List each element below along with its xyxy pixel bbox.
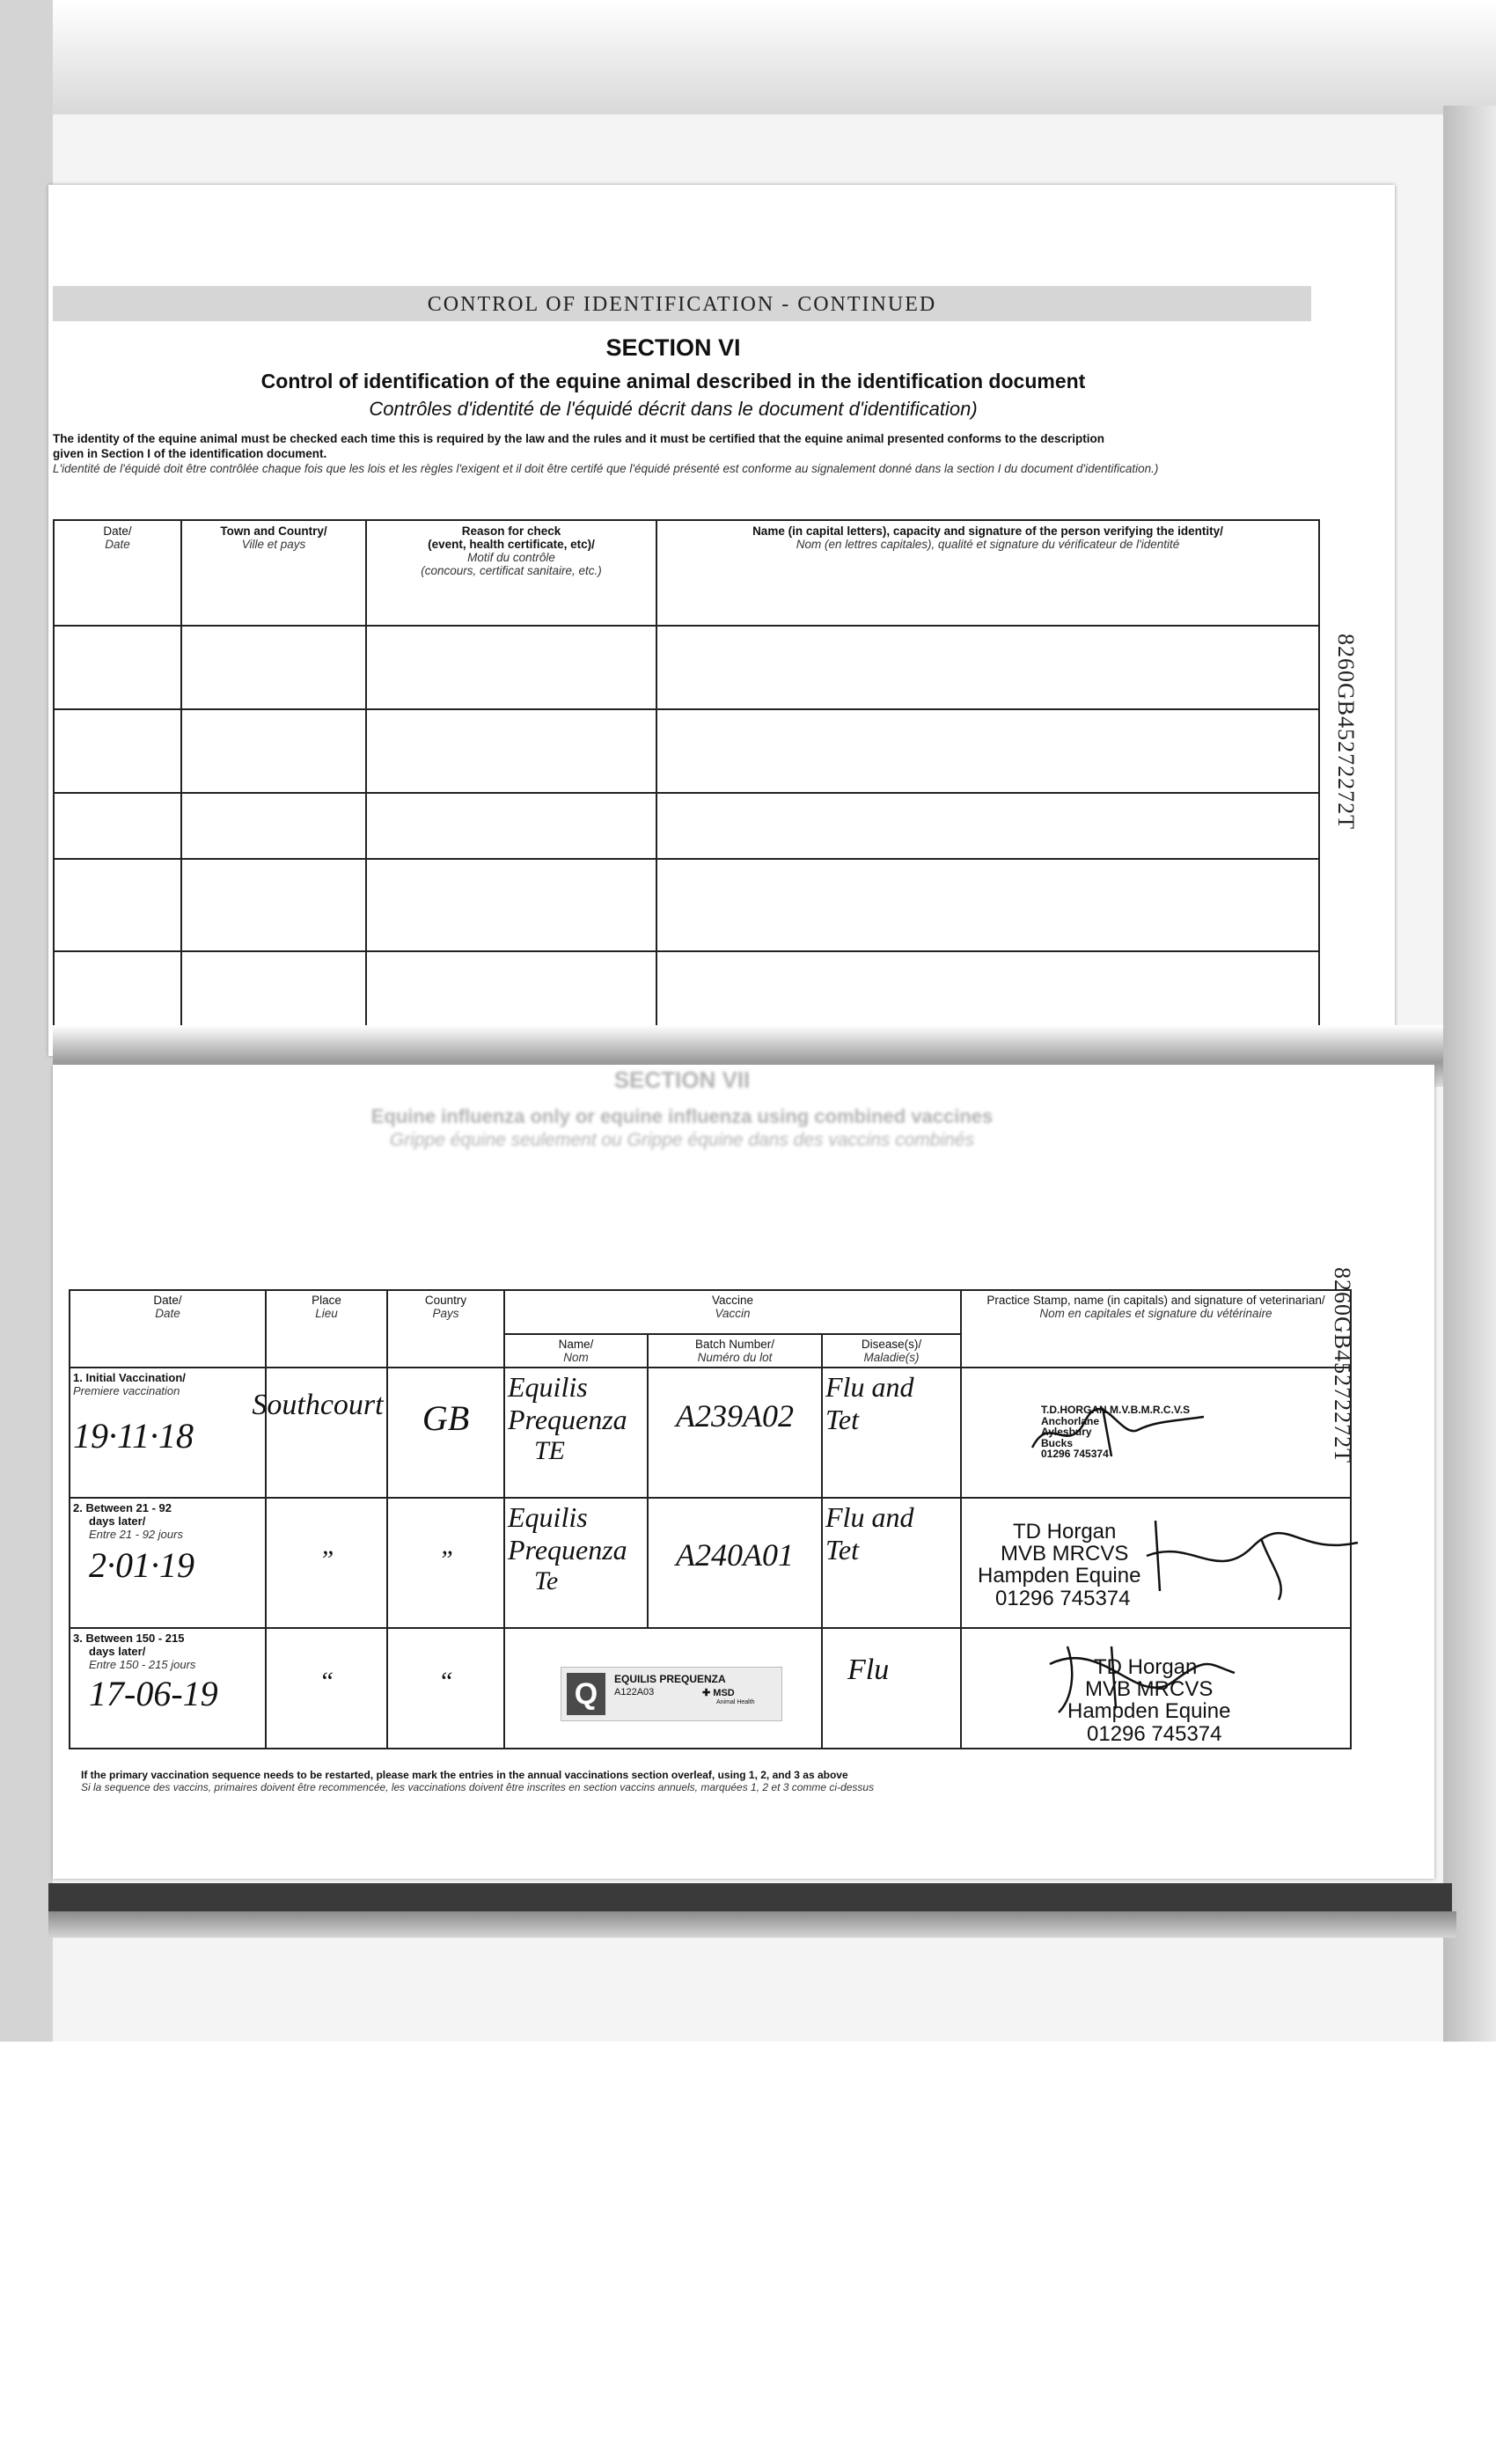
row1-stamp-3: Aylesbury: [1041, 1426, 1092, 1439]
vac-col-vaccine-fr: Vaccin: [715, 1307, 751, 1320]
vac-col-name-en: Name/: [558, 1338, 594, 1351]
row1-batch-cell: [648, 1368, 822, 1498]
row1-date-cell: [70, 1368, 266, 1498]
row1-stamp-4: Bucks: [1041, 1436, 1074, 1449]
row2-label-en2: days later/: [89, 1514, 146, 1528]
row3-place: “: [319, 1667, 334, 1696]
row3-sticker-cell: [504, 1628, 822, 1749]
scan-bottom-bar: [48, 1883, 1452, 1911]
vac-col-batch-en: Batch Number/: [694, 1338, 775, 1351]
vac-col-place-en: Place: [312, 1294, 341, 1307]
row2-vaccine-cell: [504, 1498, 648, 1628]
col-reason-en1: Reason for check: [461, 524, 561, 538]
row1-date: 19·11·18: [73, 1416, 194, 1456]
footnote: [81, 1769, 1093, 1793]
row2-label-fr: Entre 21 - 92 jours: [89, 1528, 183, 1541]
row2-country: ”: [438, 1545, 453, 1574]
row2-stamp-1: TD Horgan: [1013, 1520, 1117, 1544]
row2-disease-cell: [822, 1498, 961, 1628]
row2-country-cell: [387, 1498, 504, 1628]
row2-stamp-phone: 01296 745374: [995, 1586, 1131, 1610]
vac-col-stamp: [961, 1290, 1351, 1368]
side-code-lower: 8260GB45272272T: [1330, 1267, 1355, 1463]
row2-vaccine-1: Equilis: [508, 1501, 588, 1533]
subtitle-english: Control of identification of the equine animal described in the identification document: [260, 370, 1086, 392]
col-name-fr: Nom (en lettres capitales), qualité et signature du vérificateur de l'identité: [796, 538, 1180, 551]
row1-batch: A239A02: [676, 1398, 794, 1434]
row1-stamp-2: Anchorlane: [1041, 1414, 1100, 1427]
row3-disease-1: Flu: [847, 1654, 890, 1686]
vac-col-country-fr: Pays: [432, 1307, 459, 1320]
subtitle-french: Contrôles d'identité de l'équidé décrit dans le document d'identification): [369, 398, 978, 420]
row1-place-cell: [252, 1368, 387, 1498]
row1-country: GB: [422, 1398, 470, 1438]
row2-date-cell: [70, 1498, 266, 1628]
intro-text: [53, 431, 1302, 476]
row3-stamp-1: TD Horgan: [1094, 1655, 1198, 1679]
row2-date: 2·01·19: [89, 1545, 194, 1585]
vac-col-disease-en: Disease(s)/: [861, 1338, 922, 1351]
side-code-upper: 8260GB45272272T: [1333, 634, 1359, 830]
identification-check-table: [53, 519, 1320, 1036]
row3-label-en: 3. Between 150 - 215: [73, 1632, 185, 1645]
row3-date: 17-06-19: [89, 1674, 218, 1713]
vaccination-row-2: [70, 1498, 1351, 1628]
continued-title: CONTROL OF IDENTIFICATION - CONTINUED: [427, 293, 937, 316]
faded-title-en: Equine influenza only or equine influenza using combined vaccines: [370, 1105, 994, 1127]
vac-col-date-en: Date/: [153, 1294, 182, 1307]
vac-col-batch-fr: Numéro du lot: [697, 1351, 773, 1364]
col-town-en: Town and Country/: [220, 524, 327, 538]
table-row: [54, 793, 1319, 859]
row2-batch-cell: [648, 1498, 822, 1628]
footnote-en: If the primary vaccination sequence needs to be restarted, please mark the entries in the annual vaccinations section overleaf, using 1, 2, and 3 as above: [81, 1769, 848, 1781]
footnote-fr: Si la sequence des vaccins, primaires doivent être recommencée, les vaccinations doivent être inscrites en section vaccins annuels, marquées 1, 2 et 3 comme ci-dessus: [81, 1781, 875, 1793]
sticker-logo: Q: [567, 1673, 605, 1715]
vac-col-stamp-en: Practice Stamp, name (in capitals) and signature of veterinarian/: [986, 1294, 1325, 1307]
row3-stamp-cell: [961, 1628, 1351, 1749]
row3-stamp-3: Hampden Equine: [1067, 1699, 1231, 1724]
sticker-brand-label: MSD: [713, 1688, 735, 1698]
table-row: [54, 709, 1319, 793]
faded-title-fr: Grippe équine seulement ou Grippe équine dans des vaccins combinés: [389, 1130, 975, 1150]
vaccination-row-1: [70, 1368, 1351, 1498]
scan-right-edge: [1443, 106, 1496, 2042]
col-reason-en2: (event, health certificate, etc)/: [428, 538, 595, 551]
row3-country-cell: [387, 1628, 504, 1749]
sticker-batch: A122A03: [614, 1687, 655, 1698]
row1-signature: [1015, 1404, 1208, 1465]
row3-stamp-phone: 01296 745374: [1087, 1721, 1222, 1746]
row1-stamp-cell: [961, 1368, 1351, 1498]
row2-place-cell: [266, 1498, 387, 1628]
row2-place: ”: [319, 1545, 334, 1574]
col-date-fr: Date: [105, 538, 130, 551]
table-row: [54, 859, 1319, 951]
vac-col-date-fr: Date: [155, 1307, 180, 1320]
vac-col-name-fr: Nom: [563, 1351, 589, 1364]
row1-vaccine-cell: [504, 1368, 648, 1498]
sticker-brand: [702, 1687, 735, 1698]
row2-disease-2: Tet: [825, 1534, 859, 1566]
col-header-date: [54, 520, 181, 626]
section-title: SECTION VI: [605, 334, 741, 361]
vac-col-name: [504, 1334, 648, 1368]
row1-vaccine-3: TE: [534, 1436, 566, 1465]
col-reason-fr1: Motif du contrôle: [467, 551, 555, 564]
row1-disease-cell: [822, 1368, 961, 1498]
sticker-brand-sub: Animal Health: [716, 1699, 755, 1705]
vac-col-vaccine-en: Vaccine: [711, 1294, 754, 1307]
vac-col-vaccine: [504, 1290, 961, 1334]
row1-disease-1: Flu and: [825, 1371, 914, 1403]
row1-place: Southcourt: [252, 1389, 384, 1421]
col-header-reason: [366, 520, 656, 626]
vac-col-stamp-fr: Nom en capitales et signature du vétérinaire: [1039, 1307, 1272, 1320]
scan-top-edge: [0, 0, 1496, 114]
row2-vaccine-2: Prequenza: [508, 1534, 627, 1566]
row2-stamp-3: Hampden Equine: [978, 1564, 1141, 1588]
row3-disease-cell: [822, 1628, 961, 1749]
row1-label-en: 1. Initial Vaccination/: [73, 1371, 186, 1384]
row1-vaccine-2: Prequenza: [508, 1404, 627, 1435]
row3-signature: [1032, 1629, 1243, 1726]
vac-col-country: [387, 1290, 504, 1368]
row3-place-cell: [266, 1628, 387, 1749]
row2-label-en: 2. Between 21 - 92: [73, 1501, 172, 1514]
row3-stamp-2: MVB MRCVS: [1085, 1677, 1214, 1702]
sticker-product: EQUILIS PREQUENZA: [614, 1673, 726, 1685]
row3-label-en2: days later/: [89, 1645, 146, 1658]
col-name-en: Name (in capital letters), capacity and signature of the person verifying the identity/: [752, 524, 1223, 538]
vaccine-sticker: [561, 1667, 782, 1721]
row1-stamp-phone: 01296 745374: [1041, 1448, 1109, 1461]
row1-label-fr: Premiere vaccination: [73, 1384, 180, 1397]
intro-english-2: given in Section I of the identification document.: [53, 447, 327, 460]
row1-country-cell: [387, 1368, 504, 1498]
row2-disease-1: Flu and: [825, 1501, 914, 1533]
row3-label-fr: Entre 150 - 215 jours: [89, 1658, 196, 1671]
intro-english-1: The identity of the equine animal must be checked each time this is required by the law and the rules and it must be certified that the equine animal presented conforms to the description: [53, 432, 1104, 445]
row2-signature: [1138, 1503, 1367, 1609]
faded-section-title: SECTION VII: [613, 1067, 751, 1093]
vaccination-table: [69, 1289, 1352, 1749]
table-row: [54, 951, 1319, 1035]
col-date-en: Date/: [103, 524, 132, 538]
vac-col-place: [266, 1290, 387, 1368]
scan-bottom-shadow: [48, 1911, 1456, 1938]
row1-vaccine-1: Equilis: [508, 1371, 588, 1403]
table-row: [54, 626, 1319, 709]
row1-stamp-1: T.D.HORGAN M.V.B.M.R.C.V.S: [1041, 1404, 1191, 1416]
col-town-fr: Ville et pays: [241, 538, 306, 551]
vac-col-disease: [822, 1334, 961, 1368]
vac-col-batch: [648, 1334, 822, 1368]
row1-disease-2: Tet: [825, 1404, 859, 1435]
row2-stamp-cell: [961, 1498, 1351, 1628]
vac-col-country-en: Country: [424, 1294, 467, 1307]
row2-vaccine-3: Te: [534, 1566, 559, 1595]
row2-batch: A240A01: [676, 1537, 794, 1573]
vac-col-disease-fr: Maladie(s): [863, 1351, 920, 1364]
col-reason-fr2: (concours, certificat sanitaire, etc.): [421, 564, 602, 577]
col-header-town: [181, 520, 366, 626]
vac-col-date: [70, 1290, 266, 1368]
col-header-name: [656, 520, 1319, 626]
row2-stamp-2: MVB MRCVS: [1001, 1542, 1129, 1566]
msd-logo-icon: ✚: [702, 1688, 714, 1698]
row3-date-cell: [70, 1628, 266, 1749]
vaccination-row-3: [70, 1628, 1351, 1749]
row3-country: “: [438, 1667, 453, 1696]
intro-french: L'identité de l'équidé doit être contrôlée chaque fois que les lois et les règles l'exigent et il doit être certifé que l'équidé présenté est conforme au signalement donné dans la section I du document d'identification.): [53, 462, 1159, 475]
vac-col-place-fr: Lieu: [315, 1307, 338, 1320]
